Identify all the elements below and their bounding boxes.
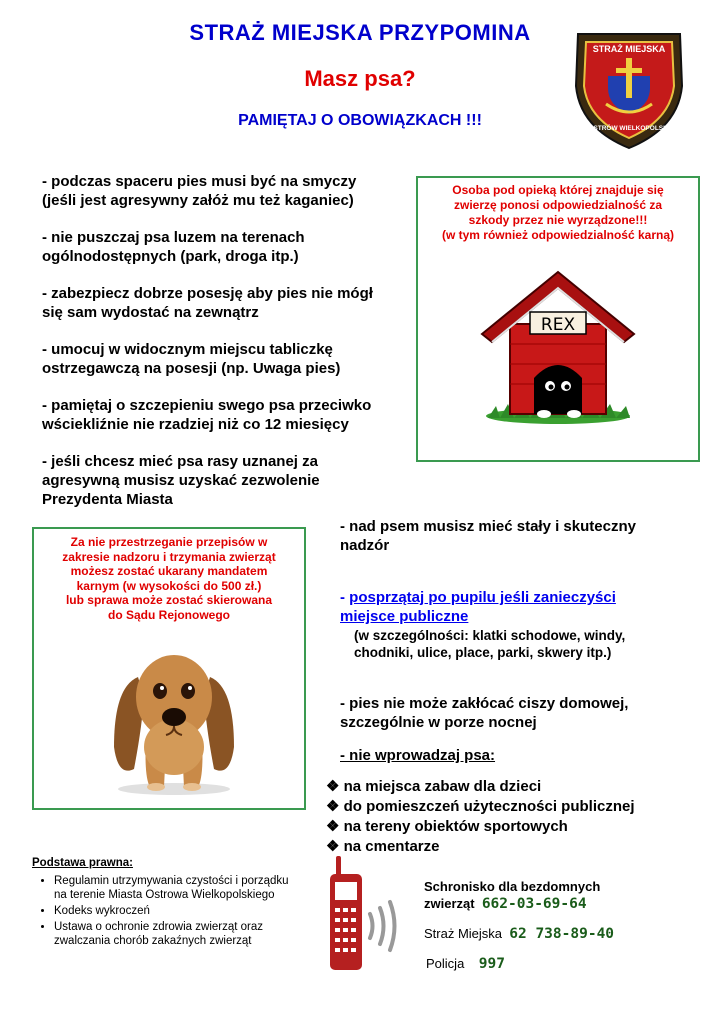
contact-shelter xyxy=(424,878,714,913)
rule-no-entry-heading xyxy=(340,746,710,765)
no-entry-list xyxy=(326,777,710,857)
legal-item-code: • Kodeks wykroczeń xyxy=(54,904,332,918)
police-label: Policja xyxy=(426,956,465,971)
rule-leash: - podczas spaceru pies musi być na smyczy (jeśli jest agresywny załóż mu też kaganiec) xyxy=(42,173,357,209)
legal-basis xyxy=(32,856,332,950)
badge-top-text: STRAŻ MIEJSKA xyxy=(592,44,666,54)
shelter-label-line1: Schronisko dla bezdomnych xyxy=(424,879,601,894)
legal-basis-heading: Podstawa prawna: xyxy=(32,857,133,869)
liability-notice-box xyxy=(416,176,700,462)
shelter-phone-number[interactable]: 662-03-69-64 xyxy=(481,896,587,912)
penalty-notice-box xyxy=(32,527,306,810)
dog-owner-rules xyxy=(42,172,412,527)
contact-city-guard xyxy=(424,925,714,943)
contact-police xyxy=(424,955,714,973)
dog-owner-rules-continued xyxy=(326,517,710,857)
rule-cleanup-note: (w szczególności: klatki schodowe, windy, chodniki, ulice, place, parki, skwery itp.) xyxy=(354,628,626,660)
page-subtitle: Masz psa? xyxy=(304,66,416,91)
no-entry-heading-text: - nie wprowadzaj psa: xyxy=(340,747,496,764)
doghouse-name-sign: REX xyxy=(540,315,576,335)
no-entry-public-buildings: ❖ do pomieszczeń użyteczności publicznej xyxy=(326,798,635,815)
no-entry-playgrounds: ❖ na miejsca zabaw dla dzieci xyxy=(326,778,542,795)
rule-rabies-vaccination: - pamiętaj o szczepieniu swego psa przeciwko wściekliźnie nie rzadziej niż co 12 miesięcy xyxy=(42,397,372,433)
shelter-label-line2: zwierząt xyxy=(424,896,475,911)
rule-no-loose-dog: - nie puszczaj psa luzem na terenach ogólnodostępnych (park, droga itp.) xyxy=(42,229,305,265)
page-title: STRAŻ MIEJSKA PRZYPOMINA xyxy=(189,20,531,45)
rule-cleanup-link[interactable]: posprzątaj po pupilu jeśli zanieczyści miejsce publiczne xyxy=(340,589,616,625)
puppy-photo xyxy=(104,637,244,797)
no-entry-sports-facilities: ❖ na tereny obiektów sportowych xyxy=(326,818,568,835)
legal-item-animal-health-act: • Ustawa o ochronie zdrowia zwierząt oraz zwalczania chorób zakaźnych zwierząt xyxy=(54,920,332,948)
mobile-phone-icon xyxy=(328,856,408,974)
page-tagline: PAMIĘTAJ O OBOWIĄZKACH !!! xyxy=(238,112,482,129)
rule-supervision: - nad psem musisz mieć stały i skuteczny nadzór xyxy=(340,518,636,554)
rule-secure-property: - zabezpiecz dobrze posesję aby pies nie mógł się sam wydostać na zewnątrz xyxy=(42,285,373,321)
rule-cleanup xyxy=(340,569,710,680)
city-guard-phone-number[interactable]: 62 738-89-40 xyxy=(509,926,615,942)
rule-aggressive-breed-permit: - jeśli chcesz mieć psa rasy uznanej za agresywną musisz uzyskać zezwolenie Prezydenta Miasta xyxy=(42,453,320,508)
legal-item-regulation: • Regulamin utrzymywania czystości i porządku na terenie Miasta Ostrowa Wielkopolskiego xyxy=(54,874,332,902)
contact-numbers xyxy=(424,878,714,985)
no-entry-cemeteries: ❖ na cmentarze xyxy=(326,838,440,855)
penalty-notice-text: Za nie przestrzeganie przepisów w zakresie nadzoru i trzymania zwierząt możesz zostać ukarany mandatem karnym (w wysokości do 500 zł.) lub sprawa może zostać skierowana do Sądu Rejonowego xyxy=(62,535,276,622)
legal-basis-list xyxy=(32,874,332,948)
badge-bottom-text: OSTRÓW WIELKOPOLSKI xyxy=(588,125,670,132)
doghouse-illustration xyxy=(478,268,638,428)
rule-cleanup-prefix: - xyxy=(340,589,350,606)
city-guard-label: Straż Miejska xyxy=(424,926,503,941)
liability-notice-text: Osoba pod opieką której znajduje się zwierzę ponosi odpowiedzialność za szkody przez nie wyrządzone!!! (w tym również odpowiedzialność karną) xyxy=(441,183,675,242)
rule-warning-sign: - umocuj w widocznym miejscu tabliczkę ostrzegawczą na posesji (np. Uwaga pies) xyxy=(42,341,341,377)
police-phone-number[interactable]: 997 xyxy=(478,956,505,972)
city-guard-badge xyxy=(570,28,688,152)
rule-noise: - pies nie może zakłócać ciszy domowej, szczególnie w porze nocnej xyxy=(340,695,629,731)
